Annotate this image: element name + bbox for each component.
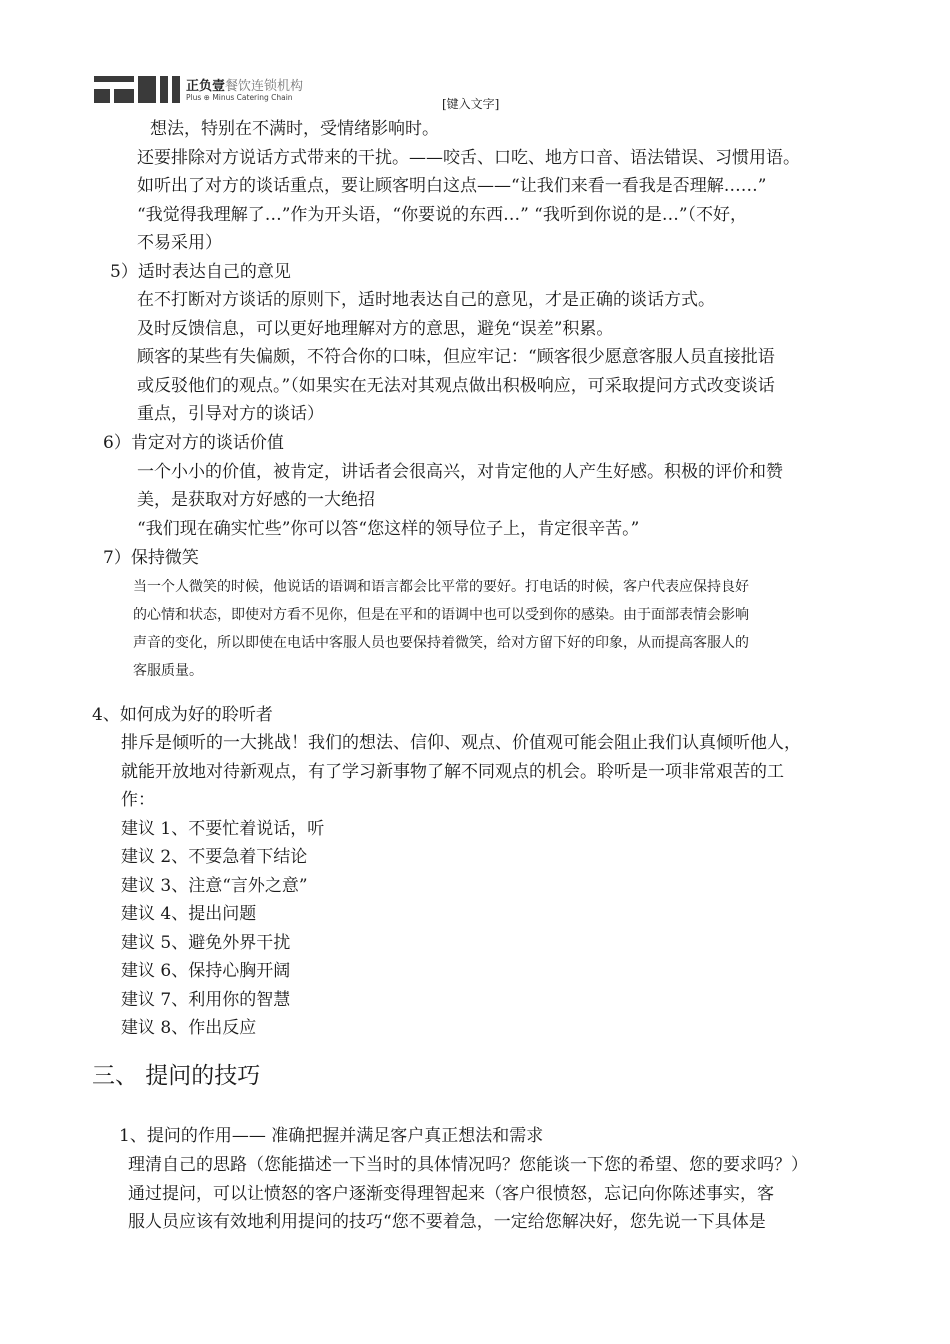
logo-chinese-name: 正负壹餐饮连锁机构 (186, 79, 304, 94)
list-item: 建议 3、注意“言外之意” (121, 876, 308, 896)
paragraph-line: “我们现在确实忙些”你可以答“您这样的领导位子上，肯定很辛苦。” (137, 519, 640, 539)
paragraph-line: 服人员应该有效地利用提问的技巧“您不要着急，一定给您解决好，您先说一下具体是 (128, 1212, 766, 1232)
paragraph-line: 顾客的某些有失偏颇，不符合你的口味，但应牢记：“顾客很少愿意客服人员直接批语 (137, 347, 775, 367)
paragraph-line: 作： (121, 790, 155, 810)
paragraph-line: 一个小小的价值，被肯定，讲话者会很高兴，对肯定他的人产生好感。积极的评价和赞 (137, 462, 783, 482)
list-item: 建议 1、不要忙着说话，听 (121, 819, 325, 839)
list-item: 建议 4、提出问题 (121, 904, 257, 924)
paragraph-line: 或反驳他们的观点。”（如果实在无法对其观点做出积极响应，可采取提问方式改变谈话 (137, 376, 775, 396)
paragraph-line: 在不打断对方谈话的原则下，适时地表达自己的意见，才是正确的谈话方式。 (137, 290, 715, 310)
header-placeholder-text: [键入文字] (442, 97, 500, 111)
list-item: 建议 7、利用你的智慧 (121, 990, 291, 1010)
paragraph-line: 想法，特别在不满时，受情绪影响时。 (150, 119, 439, 139)
section-heading: 1、提问的作用—— 准确把握并满足客户真正想法和需求 (119, 1126, 544, 1146)
section-heading: 4、如何成为好的聆听者 (92, 705, 273, 725)
paragraph-line: 当一个人微笑的时候，他说话的语调和语言都会比平常的要好。打电话的时候，客户代表应保持良好 (133, 579, 749, 595)
paragraph-line: 客服质量。 (133, 663, 203, 679)
chapter-heading: 三、 提问的技巧 (92, 1063, 261, 1089)
paragraph-line: 美，是获取对方好感的一大绝招 (137, 490, 375, 510)
paragraph-line: 通过提问，可以让愤怒的客户逐渐变得理智起来（客户很愤怒，忘记向你陈述事实，客 (128, 1184, 774, 1204)
list-item: 建议 2、不要急着下结论 (121, 847, 308, 867)
subsection-heading: 6）肯定对方的谈话价值 (103, 433, 284, 453)
paragraph-line: 如听出了对方的谈话重点，要让顾客明白这点——“让我们来看一看我是否理解……” (137, 176, 767, 196)
paragraph-line: 声音的变化，所以即使在电话中客服人员也要保持着微笑，给对方留下好的印象，从而提高客服人的 (133, 635, 749, 651)
paragraph-line: 就能开放地对待新观点，有了学习新事物了解不同观点的机会。聆听是一项非常艰苦的工 (121, 762, 784, 782)
paragraph-line: 重点，引导对方的谈话） (137, 404, 324, 424)
paragraph-line: “我觉得我理解了…”作为开头语，“你要说的东西…” “我听到你说的是…”（不好， (137, 205, 748, 225)
company-logo (92, 73, 312, 105)
paragraph-line: 及时反馈信息，可以更好地理解对方的意思，避免“误差”积累。 (137, 319, 614, 339)
paragraph-line: 的心情和状态，即使对方看不见你，但是在平和的语调中也可以受到你的感染。由于面部表情会影响 (133, 607, 749, 623)
paragraph-line: 还要排除对方说话方式带来的干扰。——咬舌、口吃、地方口音、语法错误、习惯用语。 (137, 148, 800, 168)
paragraph-line: 排斥是倾听的一大挑战！我们的想法、信仰、观点、价值观可能会阻止我们认真倾听他人， (121, 733, 801, 753)
list-item: 建议 5、避免外界干扰 (121, 933, 291, 953)
paragraph-line: 理清自己的思路（您能描述一下当时的具体情况吗？您能谈一下您的希望、您的要求吗？） (128, 1155, 808, 1175)
subsection-heading: 5）适时表达自己的意见 (110, 262, 291, 282)
subsection-heading: 7）保持微笑 (103, 548, 199, 568)
paragraph-line: 不易采用） (137, 233, 222, 253)
list-item: 建议 8、作出反应 (121, 1018, 257, 1038)
list-item: 建议 6、保持心胸开阔 (121, 961, 291, 981)
logo-english-name: Plus ⊕ Minus Catering Chain (186, 93, 293, 102)
